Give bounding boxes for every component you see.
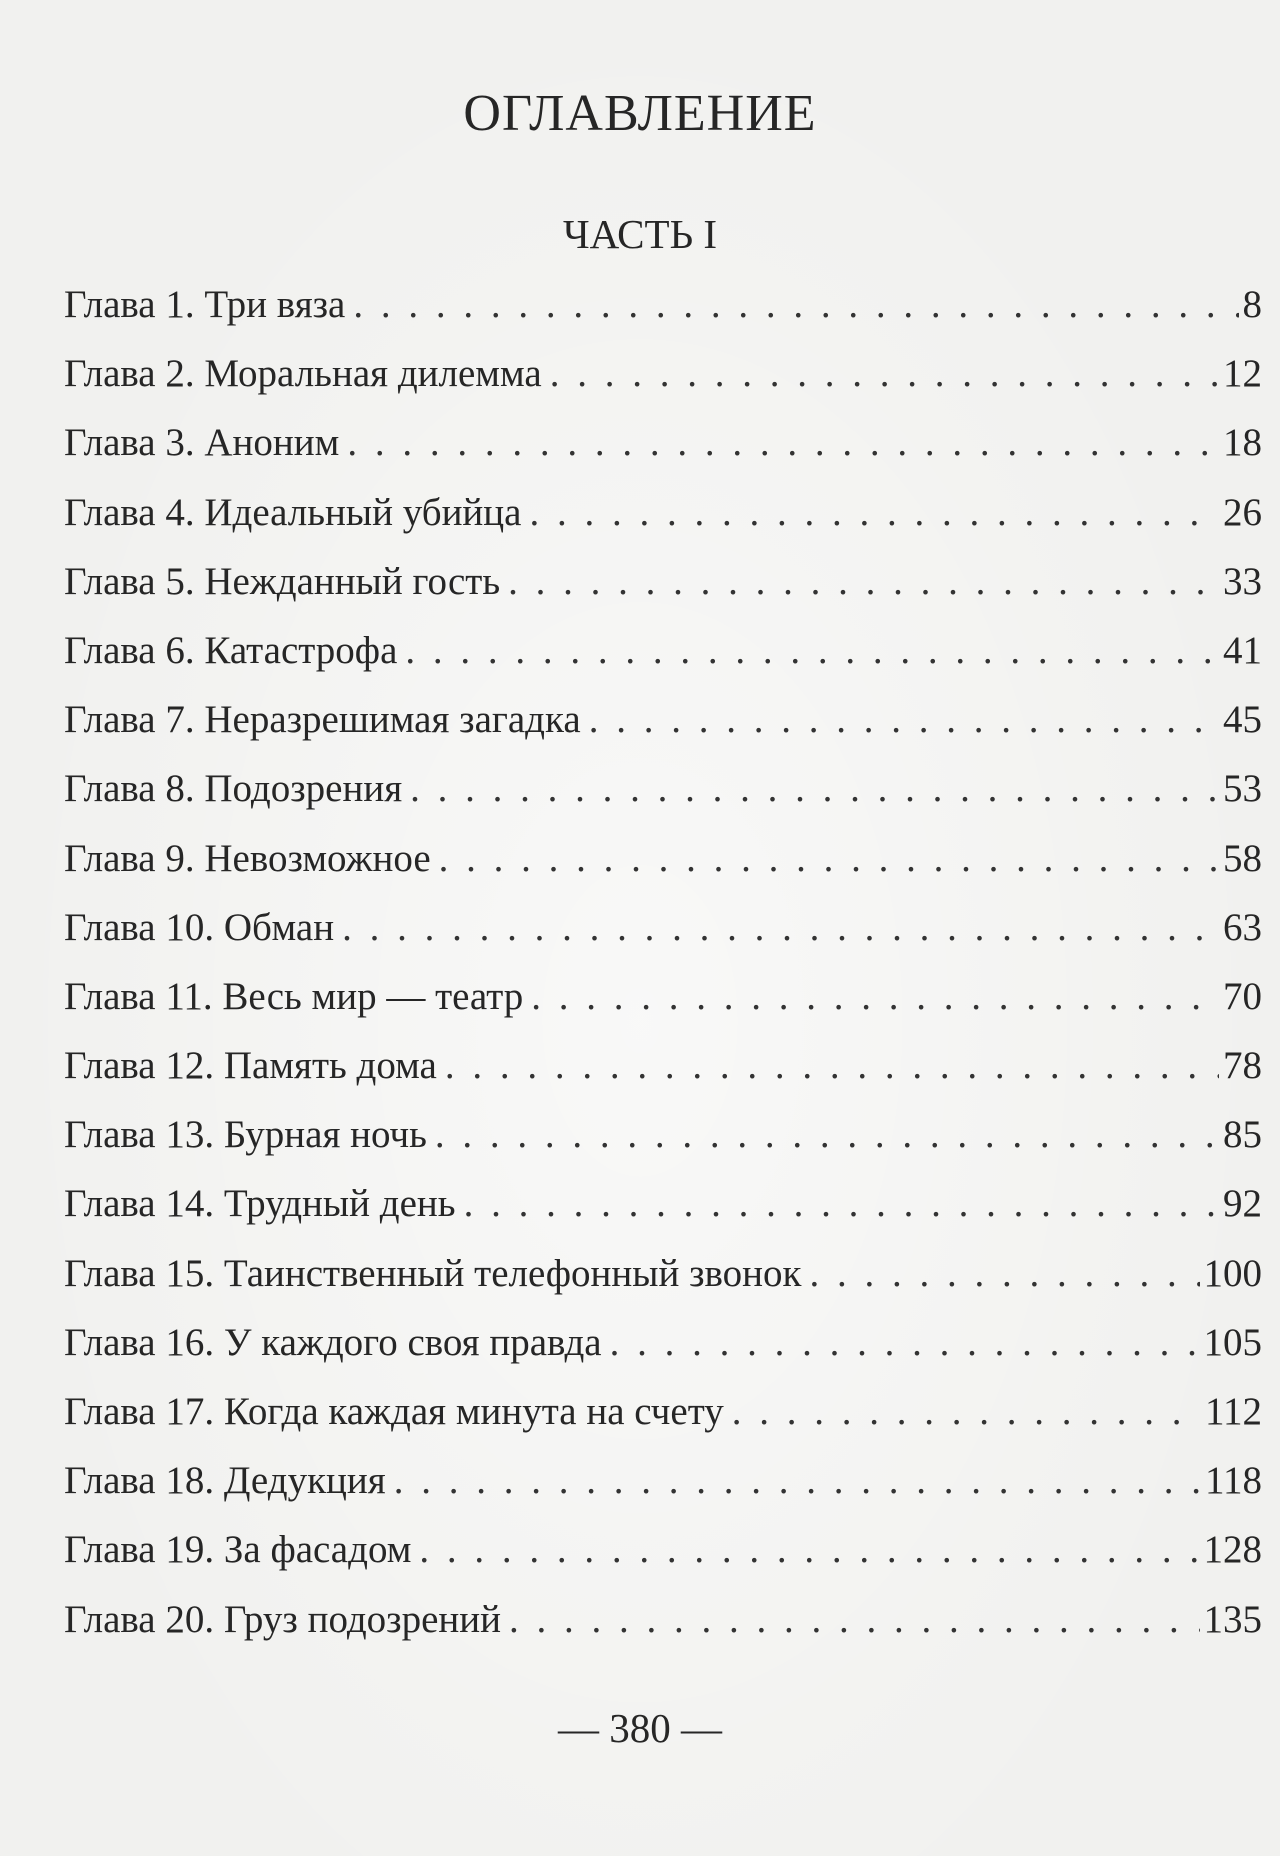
toc-entry: [64, 974, 1262, 1043]
chapter-title: Глава 6. Катастрофа: [64, 628, 398, 672]
toc-entry: [64, 420, 1262, 489]
toc-entry: [64, 628, 1262, 697]
chapter-title: Глава 2. Моральная дилемма: [64, 352, 542, 396]
chapter-title: Глава 14. Трудный день: [64, 1182, 456, 1226]
toc-list: [64, 282, 1262, 1666]
chapter-title: Глава 8. Подозрения: [64, 767, 403, 811]
dot-leader: [439, 836, 1219, 881]
chapter-page-number: 26: [1223, 490, 1262, 534]
dot-leader: [589, 697, 1219, 742]
chapter-page-number: 70: [1223, 974, 1262, 1018]
dot-leader: [550, 351, 1219, 396]
chapter-page-number: 92: [1223, 1182, 1262, 1226]
chapter-page-number: 41: [1223, 628, 1262, 672]
chapter-page-number: 78: [1223, 1044, 1262, 1088]
dot-leader: [435, 1112, 1219, 1157]
dot-leader: [732, 1389, 1201, 1434]
dot-leader: [410, 766, 1219, 811]
dot-leader: [530, 490, 1220, 535]
chapter-page-number: 53: [1223, 767, 1262, 811]
dot-leader: [347, 420, 1219, 465]
chapter-page-number: 118: [1204, 1459, 1262, 1503]
toc-entry: [64, 836, 1262, 905]
chapter-page-number: 112: [1204, 1390, 1262, 1433]
dot-leader: [342, 905, 1219, 950]
chapter-page-number: 8: [1242, 283, 1262, 326]
dot-leader: [464, 1181, 1219, 1226]
dot-leader: [419, 1527, 1199, 1572]
chapter-page-number: 45: [1223, 698, 1262, 742]
toc-entry: [64, 282, 1262, 351]
toc-entry: [64, 490, 1262, 559]
chapter-title: Глава 10. Обман: [64, 905, 335, 949]
dot-leader: [509, 1597, 1200, 1642]
dot-leader: [445, 1043, 1219, 1088]
dot-leader: [394, 1458, 1201, 1503]
chapter-page-number: 128: [1203, 1528, 1262, 1572]
chapter-title: Глава 11. Весь мир — театр: [64, 974, 524, 1018]
chapter-title: Глава 4. Идеальный убийца: [64, 490, 522, 534]
toc-entry: [64, 1112, 1262, 1181]
toc-entry: [64, 1389, 1262, 1458]
chapter-page-number: 12: [1223, 352, 1262, 396]
toc-entry: [64, 766, 1262, 835]
toc-entry: [64, 905, 1262, 974]
chapter-title: Глава 12. Память дома: [64, 1044, 437, 1088]
chapter-title: Глава 16. У каждого своя правда: [64, 1320, 602, 1364]
chapter-title: Глава 1. Три вяза: [64, 283, 346, 326]
toc-entry: [64, 1320, 1262, 1389]
chapter-title: Глава 18. Дедукция: [64, 1459, 386, 1503]
toc-entry: [64, 351, 1262, 420]
chapter-page-number: 63: [1223, 905, 1262, 949]
chapter-page-number: 58: [1223, 836, 1262, 880]
chapter-title: Глава 3. Аноним: [64, 421, 340, 465]
chapter-title: Глава 9. Невозможное: [64, 836, 431, 880]
chapter-title: Глава 19. За фасадом: [64, 1528, 412, 1572]
part-heading: ЧАСТЬ I: [562, 211, 718, 257]
toc-entry: [64, 697, 1262, 766]
chapter-page-number: 135: [1203, 1597, 1262, 1641]
toc-heading: ОГЛАВЛЕНИЕ: [463, 85, 817, 142]
dot-leader: [610, 1320, 1200, 1365]
chapter-page-number: 85: [1223, 1113, 1262, 1157]
chapter-title: Глава 15. Таинственный телефонный звонок: [64, 1251, 802, 1295]
toc-entry: [64, 559, 1262, 628]
chapter-title: Глава 17. Когда каждая минута на счету: [64, 1390, 724, 1433]
chapter-title: Глава 7. Неразрешимая загадка: [64, 698, 581, 742]
chapter-page-number: 100: [1203, 1251, 1262, 1295]
chapter-title: Глава 13. Бурная ночь: [64, 1113, 427, 1157]
chapter-page-number: 18: [1223, 421, 1262, 465]
toc-entry: [64, 1597, 1262, 1666]
chapter-page-number: 33: [1223, 559, 1262, 603]
chapter-page-number: 105: [1203, 1320, 1262, 1364]
toc-entry: [64, 1527, 1262, 1596]
dot-leader: [809, 1251, 1199, 1296]
dot-leader: [531, 974, 1219, 1019]
dot-leader: [353, 282, 1238, 327]
toc-entry: [64, 1043, 1262, 1112]
toc-entry: [64, 1458, 1262, 1527]
chapter-title: Глава 20. Груз подозрений: [64, 1597, 501, 1641]
chapter-title: Глава 5. Нежданный гость: [64, 559, 501, 603]
toc-entry: [64, 1251, 1262, 1320]
page-footer-number: — 380 —: [558, 1705, 722, 1751]
dot-leader: [405, 628, 1219, 673]
toc-entry: [64, 1181, 1262, 1250]
dot-leader: [508, 559, 1219, 604]
